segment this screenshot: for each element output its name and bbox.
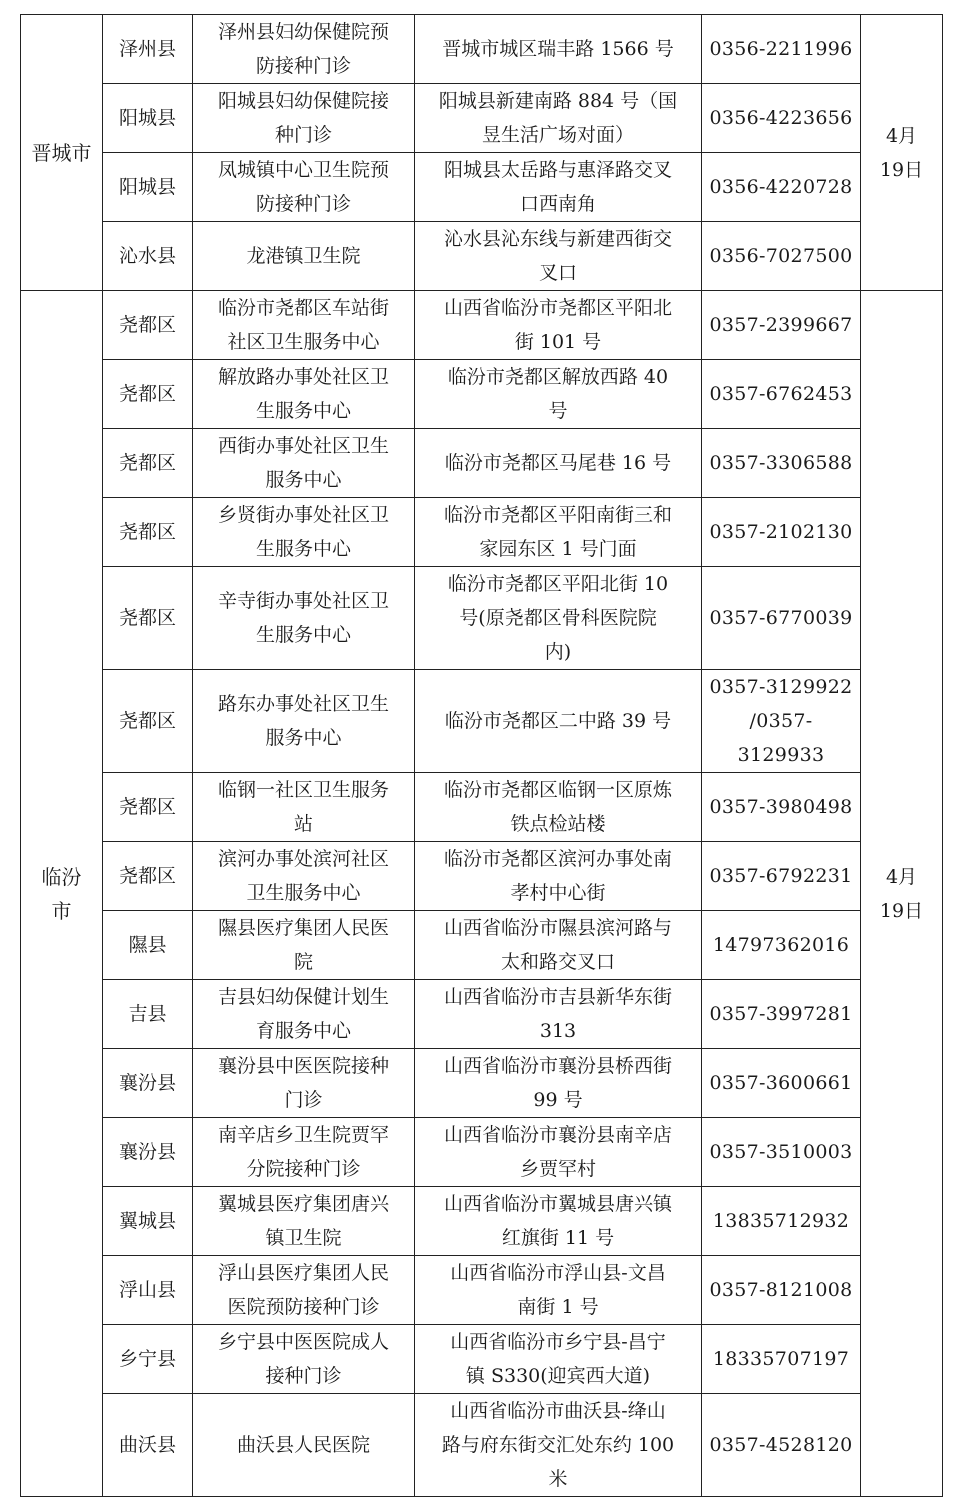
table-row — [21, 429, 943, 498]
phone-cell: 0357-6762453 — [702, 360, 861, 429]
phone-cell: 0356-2211996 — [702, 15, 861, 84]
table-row — [21, 1187, 943, 1256]
address-cell: 阳城县太岳路与惠泽路交叉 口西南角 — [415, 153, 702, 222]
county-cell: 阳城县 — [103, 153, 193, 222]
table-row — [21, 84, 943, 153]
table-row — [21, 360, 943, 429]
table-row — [21, 670, 943, 773]
address-cell: 山西省临汾市翼城县唐兴镇 红旗街 11 号 — [415, 1187, 702, 1256]
clinic-name-cell: 解放路办事处社区卫 生服务中心 — [193, 360, 415, 429]
clinic-name-cell: 临汾市尧都区车站街 社区卫生服务中心 — [193, 291, 415, 360]
address-cell: 临汾市尧都区平阳南街三和 家园东区 1 号门面 — [415, 498, 702, 567]
phone-cell: 0357-6770039 — [702, 567, 861, 670]
phone-cell: 0357-3997281 — [702, 980, 861, 1049]
county-cell: 浮山县 — [103, 1256, 193, 1325]
phone-cell: 0357-8121008 — [702, 1256, 861, 1325]
phone-cell: 0357-3980498 — [702, 773, 861, 842]
address-cell: 山西省临汾市曲沃县-绛山 路与府东街交汇处东约 100 米 — [415, 1394, 702, 1497]
clinic-name-cell: 泽州县妇幼保健院预 防接种门诊 — [193, 15, 415, 84]
clinic-name-cell: 阳城县妇幼保健院接 种门诊 — [193, 84, 415, 153]
clinic-name-cell: 浮山县医疗集团人民 医院预防接种门诊 — [193, 1256, 415, 1325]
address-cell: 山西省临汾市尧都区平阳北 街 101 号 — [415, 291, 702, 360]
clinic-name-cell: 龙港镇卫生院 — [193, 222, 415, 291]
clinic-name-cell: 辛寺街办事处社区卫 生服务中心 — [193, 567, 415, 670]
phone-cell: 0357-4528120 — [702, 1394, 861, 1497]
clinic-name-cell: 路东办事处社区卫生 服务中心 — [193, 670, 415, 773]
address-cell: 山西省临汾市隰县滨河路与 太和路交叉口 — [415, 911, 702, 980]
county-cell: 襄汾县 — [103, 1118, 193, 1187]
county-cell: 翼城县 — [103, 1187, 193, 1256]
clinic-name-cell: 吉县妇幼保健计划生 育服务中心 — [193, 980, 415, 1049]
address-cell: 山西省临汾市吉县新华东街 313 — [415, 980, 702, 1049]
address-cell: 临汾市尧都区马尾巷 16 号 — [415, 429, 702, 498]
clinic-name-cell: 南辛店乡卫生院贾罕 分院接种门诊 — [193, 1118, 415, 1187]
clinic-name-cell: 西街办事处社区卫生 服务中心 — [193, 429, 415, 498]
county-cell: 乡宁县 — [103, 1325, 193, 1394]
county-cell: 吉县 — [103, 980, 193, 1049]
clinic-name-cell: 翼城县医疗集团唐兴 镇卫生院 — [193, 1187, 415, 1256]
address-cell: 临汾市尧都区滨河办事处南 孝村中心街 — [415, 842, 702, 911]
address-cell: 临汾市尧都区解放西路 40 号 — [415, 360, 702, 429]
phone-cell: 0357-3129922 /0357- 3129933 — [702, 670, 861, 773]
table-row — [21, 1118, 943, 1187]
county-cell: 尧都区 — [103, 670, 193, 773]
date-cell: 4月 19日 — [861, 291, 943, 1497]
clinic-name-cell: 凤城镇中心卫生院预 防接种门诊 — [193, 153, 415, 222]
table-row — [21, 980, 943, 1049]
phone-cell: 13835712932 — [702, 1187, 861, 1256]
clinic-name-cell: 襄汾县中医医院接种 门诊 — [193, 1049, 415, 1118]
county-cell: 沁水县 — [103, 222, 193, 291]
city-cell: 临汾 市 — [21, 291, 103, 1497]
phone-cell: 0357-6792231 — [702, 842, 861, 911]
phone-cell: 0357-3510003 — [702, 1118, 861, 1187]
address-cell: 临汾市尧都区二中路 39 号 — [415, 670, 702, 773]
county-cell: 尧都区 — [103, 291, 193, 360]
table-row — [21, 1394, 943, 1497]
table-row — [21, 567, 943, 670]
table-row — [21, 222, 943, 291]
table-row — [21, 842, 943, 911]
phone-cell: 18335707197 — [702, 1325, 861, 1394]
city-cell: 晋城市 — [21, 15, 103, 291]
address-cell: 临汾市尧都区平阳北街 10 号(原尧都区骨科医院院 内) — [415, 567, 702, 670]
table-row — [21, 1049, 943, 1118]
county-cell: 隰县 — [103, 911, 193, 980]
table-row — [21, 1256, 943, 1325]
phone-cell: 0357-2399667 — [702, 291, 861, 360]
phone-cell: 0357-2102130 — [702, 498, 861, 567]
county-cell: 尧都区 — [103, 842, 193, 911]
clinic-name-cell: 隰县医疗集团人民医 院 — [193, 911, 415, 980]
county-cell: 襄汾县 — [103, 1049, 193, 1118]
table-row — [21, 291, 943, 360]
phone-cell: 0356-7027500 — [702, 222, 861, 291]
county-cell: 尧都区 — [103, 498, 193, 567]
county-cell: 尧都区 — [103, 429, 193, 498]
table-row — [21, 773, 943, 842]
table-row — [21, 498, 943, 567]
table-row — [21, 911, 943, 980]
address-cell: 晋城市城区瑞丰路 1566 号 — [415, 15, 702, 84]
clinic-name-cell: 滨河办事处滨河社区 卫生服务中心 — [193, 842, 415, 911]
table-row — [21, 15, 943, 84]
address-cell: 山西省临汾市襄汾县桥西街 99 号 — [415, 1049, 702, 1118]
county-cell: 曲沃县 — [103, 1394, 193, 1497]
address-cell: 山西省临汾市襄汾县南辛店 乡贾罕村 — [415, 1118, 702, 1187]
county-cell: 阳城县 — [103, 84, 193, 153]
clinic-name-cell: 曲沃县人民医院 — [193, 1394, 415, 1497]
county-cell: 尧都区 — [103, 360, 193, 429]
address-cell: 山西省临汾市浮山县-文昌 南街 1 号 — [415, 1256, 702, 1325]
address-cell: 山西省临汾市乡宁县-昌宁 镇 S330(迎宾西大道) — [415, 1325, 702, 1394]
address-cell: 沁水县沁东线与新建西街交 叉口 — [415, 222, 702, 291]
address-cell: 临汾市尧都区临钢一区原炼 铁点检站楼 — [415, 773, 702, 842]
clinic-name-cell: 乡宁县中医医院成人 接种门诊 — [193, 1325, 415, 1394]
phone-cell: 0356-4223656 — [702, 84, 861, 153]
table-row — [21, 153, 943, 222]
clinic-name-cell: 临钢一社区卫生服务 站 — [193, 773, 415, 842]
date-cell: 4月 19日 — [861, 15, 943, 291]
phone-cell: 0356-4220728 — [702, 153, 861, 222]
phone-cell: 0357-3306588 — [702, 429, 861, 498]
clinic-table — [20, 14, 943, 1497]
table-row — [21, 1325, 943, 1394]
county-cell: 泽州县 — [103, 15, 193, 84]
phone-cell: 0357-3600661 — [702, 1049, 861, 1118]
address-cell: 阳城县新建南路 884 号（国 昱生活广场对面） — [415, 84, 702, 153]
phone-cell: 14797362016 — [702, 911, 861, 980]
county-cell: 尧都区 — [103, 567, 193, 670]
clinic-name-cell: 乡贤街办事处社区卫 生服务中心 — [193, 498, 415, 567]
county-cell: 尧都区 — [103, 773, 193, 842]
